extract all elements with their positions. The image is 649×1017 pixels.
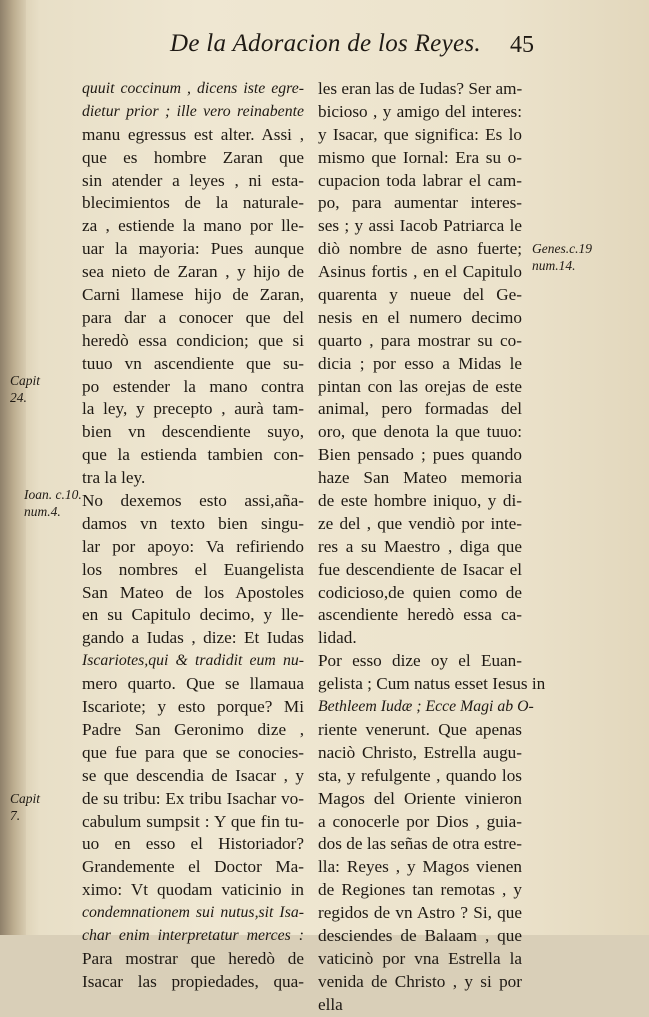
text-line: char enim interpretatur merces : <box>82 926 304 944</box>
text-line: que fue para que se conocies- <box>82 742 304 762</box>
text-line: Iscariote; y esto porque? Mi <box>82 697 304 717</box>
margin-note-capit-top <box>10 372 40 406</box>
text-line: quarto , para mostrar su co- <box>318 330 522 350</box>
text-line: sea nieto de Zaran , y hijo de <box>82 262 304 282</box>
text-line: bien vn descendiente suyo, <box>82 422 304 442</box>
margin-note-line: num.14. <box>532 258 576 273</box>
text-line: gando a Iudas , dize: Et Iudas <box>82 628 304 648</box>
text-line: Bien pensado ; pues quando <box>318 445 522 465</box>
text-line: ximo: Vt quodam vaticinio in <box>82 880 304 900</box>
text-line: de Regiones tan remotas , y <box>318 880 522 900</box>
text-line: ascendiente heredò essa ca- <box>318 605 522 625</box>
text-line: oro, que denota la que tuuo: <box>318 422 522 442</box>
text-line: de este hombre iniquo, y di- <box>318 491 522 511</box>
text-line: a conocerle por Dios , guia- <box>318 811 522 831</box>
text-line: mismo que Iornal: Era su o- <box>318 147 522 167</box>
text-line: Isacar las propiedades, qua- <box>82 971 304 991</box>
text-line: quuit coccinum , dicens iste egre- <box>82 80 304 97</box>
text-line: uar la mayoria: Pues aunque <box>82 239 304 259</box>
text-line: ze del , que vendiò por inte- <box>318 513 522 533</box>
text-line: po, para aumentar interes- <box>318 193 522 213</box>
text-line: Para mostrar que heredò de <box>82 948 304 968</box>
text-line: heredò essa condicion; que si <box>82 330 304 350</box>
text-line: po estender la mano contra <box>82 376 304 396</box>
margin-note-line: num.4. <box>24 504 61 519</box>
margin-note-ioan <box>24 486 82 520</box>
text-line: tuuo vn ascendiente que su- <box>82 353 304 373</box>
text-line: diò nombre de asno fuerte; <box>318 239 522 259</box>
text-line: lidad. <box>318 628 357 648</box>
text-line: tra la ley. <box>82 468 146 488</box>
text-line: dicia ; por esso a Midas le <box>318 353 522 373</box>
text-line: sta, y refulgente , quando los <box>318 765 522 785</box>
text-line: cupacion toda labrar el cam- <box>318 170 522 190</box>
text-line: y Isacar, que significa: Es lo <box>318 124 522 144</box>
text-line: No dexemos esto assi,aña- <box>82 491 304 511</box>
text-line: mero quarto. Que se llamaua <box>82 674 304 694</box>
text-line: sin atender a leyes , ni esta- <box>82 170 304 190</box>
text-line: Padre San Geronimo dize , <box>82 719 304 739</box>
text-line: cabulum sumpsit : Y que fin tu- <box>82 811 304 831</box>
page-header <box>170 26 610 60</box>
text-line: dos de las señas de otra estre- <box>318 834 522 854</box>
text-line: Bethleem Iudæ ; Ecce Magi ab O- <box>318 698 534 716</box>
text-line: la ley, y precepto , aurà tam- <box>82 399 304 419</box>
text-line: venida de Christo , y si por <box>318 971 522 991</box>
text-line: haze San Mateo memoria <box>318 468 522 488</box>
text-line: desciendes de Balaam , que <box>318 925 522 945</box>
text-line: naciò Christo, Estrella augu- <box>318 742 522 762</box>
text-line: lar por apoyo: Va refiriendo <box>82 536 304 556</box>
text-line: de su tribu: Ex tribu Isachar vo- <box>82 788 304 808</box>
text-line: pintan con las orejas de este <box>318 376 522 396</box>
running-head: De la Adoracion de los Reyes. <box>170 30 481 57</box>
text-line: regidos de vn Astro ? Si, que <box>318 903 522 923</box>
text-line: Grandemente el Doctor Ma- <box>82 857 304 877</box>
text-line: lla: Reyes , y Magos vienen <box>318 857 522 877</box>
margin-note-line: Capit <box>10 373 41 388</box>
text-line: se que descendia de Isacar , y <box>82 765 304 785</box>
margin-note-capit-bottom <box>10 790 40 824</box>
margin-note-genesis <box>532 240 592 274</box>
text-line: fue descendiente de Isacar el <box>318 559 522 579</box>
text-line: animal, pero formadas del <box>318 399 522 419</box>
margin-note-line: 7. <box>10 808 21 823</box>
left-text-column <box>82 78 304 994</box>
text-line: que la estienda tambien con- <box>82 445 304 465</box>
margin-note-line: Ioan. c.10. <box>24 487 82 502</box>
text-line: para dar a conocer que del <box>82 307 304 327</box>
text-line: damos vn texto bien singu- <box>82 513 304 533</box>
text-line: blecimientos de la naturale- <box>82 193 304 213</box>
text-line: gelista ; Cum natus esset Iesus in <box>318 674 546 694</box>
text-line: condemnationem sui nutus,sit Isa- <box>82 904 304 922</box>
text-line: ses ; y assi Iacob Patriarca le <box>318 216 522 236</box>
right-text-column <box>318 78 546 1017</box>
text-line: dietur prior ; ille vero reinabente <box>82 102 304 120</box>
text-line: manu egressus est alter. Assi , <box>82 124 304 144</box>
text-line: ella <box>318 994 343 1014</box>
margin-note-line: 24. <box>10 390 27 405</box>
text-line: za , estiende la mano por lle- <box>82 216 304 236</box>
text-line: nesis en el numero decimo <box>318 307 522 327</box>
text-line: Carni llamese hijo de Zaran, <box>82 285 304 305</box>
text-line: Asinus fortis , en el Capitulo <box>318 262 522 282</box>
margin-note-line: Genes.c.19 <box>532 241 592 256</box>
text-line: codicioso,de quien como de <box>318 582 522 602</box>
text-line: en su Capitulo decimo, y lle- <box>82 605 304 625</box>
text-line: Magos del Oriente vinieron <box>318 788 522 808</box>
text-line: San Mateo de los Apostoles <box>82 582 304 602</box>
text-line: que es hombre Zaran que <box>82 147 304 167</box>
text-line: quarenta y nueue del Ge- <box>318 285 522 305</box>
margin-note-line: Capit <box>10 791 41 806</box>
text-line: res a su Maestro , diga que <box>318 536 522 556</box>
text-line: los nombres el Euangelista <box>82 559 304 579</box>
page-number: 45 <box>510 32 534 58</box>
text-line: riente venerunt. Que apenas <box>318 719 522 739</box>
text-line: uo en esso el Historiador? <box>82 834 304 854</box>
text-line: vaticinò por vna Estrella la <box>318 948 522 968</box>
text-line: Iscariotes,qui & tradidit eum nu- <box>82 652 304 670</box>
text-line: bicioso , y amigo del interes: <box>318 101 522 121</box>
text-line: Por esso dize oy el Euan- <box>318 651 522 671</box>
text-line: les eran las de Iudas? Ser am- <box>318 79 523 98</box>
